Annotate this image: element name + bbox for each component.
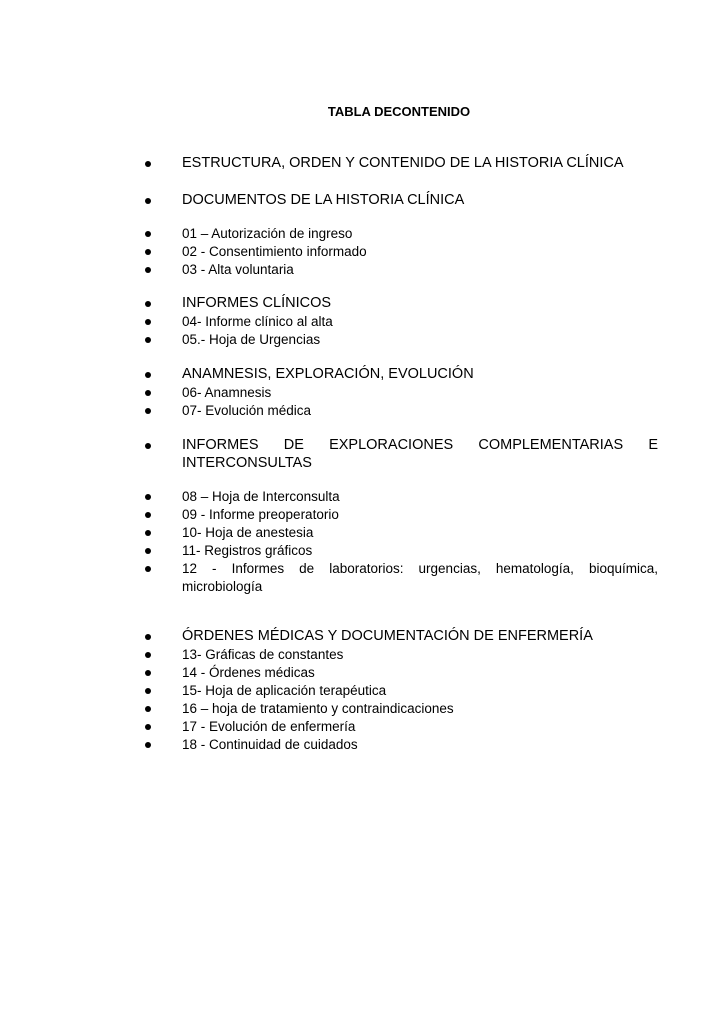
bullet-icon: [145, 161, 151, 167]
toc-item-text: 15- Hoja de aplicación terapéutica: [182, 683, 387, 698]
bullet-icon: [145, 548, 151, 554]
bullet-icon: [145, 408, 151, 414]
bullet-icon: [145, 530, 151, 536]
toc-item-text: 03 - Alta voluntaria: [182, 262, 294, 277]
bullet-icon: [145, 566, 151, 572]
bullet-icon: [145, 337, 151, 343]
toc-item-text: INFORMES CLÍNICOS: [182, 295, 332, 311]
bullet-icon: [145, 267, 151, 273]
bullet-icon: [145, 319, 151, 325]
toc-item-text: 13- Gráficas de constantes: [182, 647, 344, 662]
toc-item-text: 14 - Órdenes médicas: [182, 665, 315, 680]
bullet-icon: [145, 742, 151, 748]
bullet-icon: [145, 390, 151, 396]
bullet-icon: [145, 494, 151, 500]
bullet-icon: [145, 231, 151, 237]
toc-item-text: 18 - Continuidad de cuidados: [182, 737, 358, 752]
toc-item-text: 04- Informe clínico al alta: [182, 314, 333, 329]
toc-item-text: 17 - Evolución de enfermería: [182, 719, 356, 734]
toc-item-text: ESTRUCTURA, ORDEN Y CONTENIDO DE LA HISTORIA CLÍNICA: [182, 155, 624, 171]
bullet-icon: [145, 634, 151, 640]
toc-item-text-line2: INTERCONSULTAS: [182, 455, 312, 471]
bullet-icon: [145, 372, 151, 378]
toc-item-text: 10- Hoja de anestesia: [182, 525, 314, 540]
toc-item-text: DOCUMENTOS DE LA HISTORIA CLÍNICA: [182, 192, 465, 208]
toc-item-text: [182, 560, 658, 596]
bullet-icon: [145, 706, 151, 712]
toc-item-text-line1: 12 - Informes de laboratorios: urgencias, hematología, bioquímica,: [182, 561, 658, 576]
toc-item-text: 09 - Informe preoperatorio: [182, 507, 339, 522]
toc-item-text: 02 - Consentimiento informado: [182, 244, 367, 259]
toc-item-text: 11- Registros gráficos: [182, 543, 313, 558]
bullet-icon: [145, 652, 151, 658]
bullet-icon: [145, 670, 151, 676]
toc-item-text: ANAMNESIS, EXPLORACIÓN, EVOLUCIÓN: [182, 366, 474, 382]
bullet-icon: [145, 198, 151, 204]
bullet-icon: [145, 443, 151, 449]
toc-item-text-line2: microbiología: [182, 579, 263, 594]
bullet-icon: [145, 688, 151, 694]
toc-item-text: 16 – hoja de tratamiento y contraindicaciones: [182, 701, 454, 716]
page-title: TABLA DECONTENIDO: [327, 104, 471, 119]
toc-item-text: 06- Anamnesis: [182, 385, 272, 400]
toc-item-text: 08 – Hoja de Interconsulta: [182, 489, 340, 504]
toc-item-text: ÓRDENES MÉDICAS Y DOCUMENTACIÓN DE ENFERMERÍA: [182, 628, 593, 644]
toc-item-text: 07- Evolución médica: [182, 403, 312, 418]
toc-item-text: 05.- Hoja de Urgencias: [182, 332, 321, 347]
toc-item-text: 01 – Autorización de ingreso: [182, 226, 353, 241]
toc-item-text-line1: INFORMES DE EXPLORACIONES COMPLEMENTARIAS E: [182, 437, 658, 453]
bullet-icon: [145, 301, 151, 307]
bullet-icon: [145, 724, 151, 730]
bullet-icon: [145, 512, 151, 518]
toc-item-text: [182, 436, 658, 472]
bullet-icon: [145, 249, 151, 255]
